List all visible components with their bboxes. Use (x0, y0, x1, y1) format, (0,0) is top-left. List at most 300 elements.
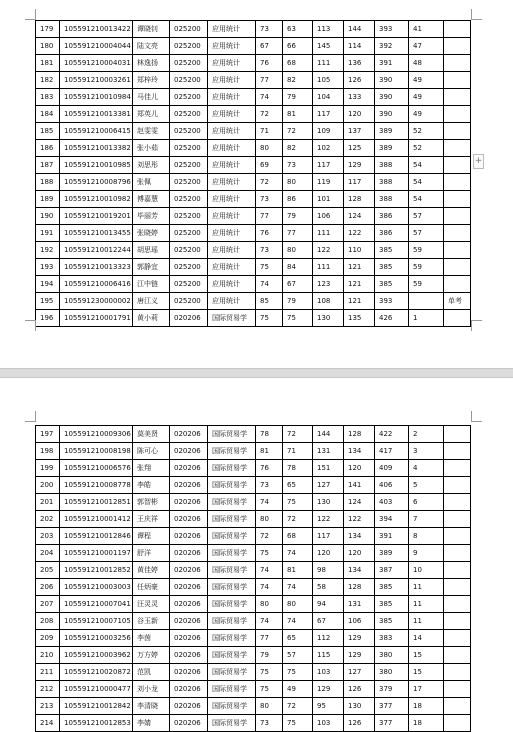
table-cell: 388 (375, 191, 409, 208)
table-cell: 应用统计 (208, 208, 256, 225)
table-cell: 390 (375, 106, 409, 123)
table-cell: 79 (283, 293, 313, 310)
table-cell: 国际贸易学 (208, 426, 256, 443)
table-cell: 应用统计 (208, 72, 256, 89)
table-cell: 105591210003962 (60, 647, 133, 664)
table-row (36, 460, 471, 477)
table-cell: 393 (375, 21, 409, 38)
table-cell: 应用统计 (208, 38, 256, 55)
table-cell: 025200 (170, 157, 208, 174)
table-row (36, 208, 471, 225)
table-cell: 74 (283, 545, 313, 562)
table-cell: 202 (36, 511, 60, 528)
table-cell: 105591210003003 (60, 579, 133, 596)
table-cell: 75 (256, 681, 283, 698)
table-cell: 184 (36, 106, 60, 123)
table-cell: 国际贸易学 (208, 715, 256, 732)
table-cell: 120 (344, 106, 375, 123)
table-cell: 单考 (444, 293, 471, 310)
score-table-page-1 (35, 20, 471, 327)
table-cell: 211 (36, 664, 60, 681)
table-cell: 389 (375, 123, 409, 140)
table-cell: 应用统计 (208, 140, 256, 157)
table-cell (444, 259, 471, 276)
table-cell: 025200 (170, 208, 208, 225)
table-cell: 105591210013422 (60, 21, 133, 38)
table-cell (444, 647, 471, 664)
table-cell: 105591210019201 (60, 208, 133, 225)
table-cell: 105591210004044 (60, 38, 133, 55)
table-cell: 74 (256, 494, 283, 511)
table-cell (444, 613, 471, 630)
table-row (36, 630, 471, 647)
table-cell: 胡思瑶 (133, 242, 170, 259)
table-cell: 131 (313, 443, 344, 460)
table-cell: 020206 (170, 562, 208, 579)
table-row (36, 562, 471, 579)
table-cell: 国际贸易学 (208, 664, 256, 681)
table-cell: 120 (344, 460, 375, 477)
table-cell: 121 (344, 259, 375, 276)
table-cell: 385 (375, 613, 409, 630)
table-cell: 127 (313, 477, 344, 494)
table-cell: 105591210013323 (60, 259, 133, 276)
table-cell: 121 (344, 293, 375, 310)
table-cell: 025200 (170, 21, 208, 38)
table-cell: 025200 (170, 242, 208, 259)
table-cell: 73 (256, 242, 283, 259)
table-cell: 2 (409, 426, 444, 443)
table-cell: 200 (36, 477, 60, 494)
table-cell: 130 (344, 698, 375, 715)
crop-mark-bottom-right (471, 320, 482, 331)
table-cell: 120 (313, 545, 344, 562)
table-cell: 117 (313, 157, 344, 174)
table-cell: 105591210006576 (60, 460, 133, 477)
table-cell: 025200 (170, 38, 208, 55)
table-cell: 186 (36, 140, 60, 157)
table-cell: 74 (283, 613, 313, 630)
table-cell (444, 38, 471, 55)
table-cell: 390 (375, 89, 409, 106)
crop-mark-top-right (471, 411, 482, 422)
table-cell: 82 (283, 72, 313, 89)
table-cell: 135 (344, 310, 375, 327)
table-cell: 81 (256, 443, 283, 460)
table-cell: 409 (375, 460, 409, 477)
table-cell: 80 (256, 511, 283, 528)
table-cell (444, 698, 471, 715)
table-cell: 105591210008778 (60, 477, 133, 494)
table-cell: 128 (344, 579, 375, 596)
table-cell: 105591210012852 (60, 562, 133, 579)
table-cell: 国际贸易学 (208, 511, 256, 528)
table-cell: 任炳豪 (133, 579, 170, 596)
table-cell: 105591210001412 (60, 511, 133, 528)
table-cell: 105591210001791 (60, 310, 133, 327)
table-cell (444, 528, 471, 545)
table-cell: 41 (409, 21, 444, 38)
table-cell: 020206 (170, 494, 208, 511)
table-cell: 80 (256, 140, 283, 157)
table-cell: 020206 (170, 681, 208, 698)
table-cell: 144 (344, 21, 375, 38)
table-cell: 52 (409, 140, 444, 157)
table-cell: 李茵 (133, 630, 170, 647)
table-cell: 127 (344, 664, 375, 681)
table-cell: 58 (313, 579, 344, 596)
table-cell: 18 (409, 698, 444, 715)
table-cell: 76 (256, 460, 283, 477)
table-cell: 194 (36, 276, 60, 293)
table-cell: 112 (313, 630, 344, 647)
table-cell: 125 (344, 140, 375, 157)
table-row (36, 528, 471, 545)
table-cell: 121 (344, 276, 375, 293)
table-cell (444, 157, 471, 174)
table-cell: 72 (283, 698, 313, 715)
table-row (36, 89, 471, 106)
table-cell: 151 (313, 460, 344, 477)
table-cell: 126 (344, 72, 375, 89)
table-cell: 59 (409, 276, 444, 293)
table-cell (444, 174, 471, 191)
table-cell: 134 (344, 528, 375, 545)
table-cell: 3 (409, 443, 444, 460)
table-cell: 80 (256, 698, 283, 715)
table-cell: 126 (344, 715, 375, 732)
table-cell: 020206 (170, 579, 208, 596)
table-cell: 谷玉新 (133, 613, 170, 630)
table-cell: 192 (36, 242, 60, 259)
table-row (36, 613, 471, 630)
table-cell: 应用统计 (208, 276, 256, 293)
table-cell (444, 494, 471, 511)
table-row (36, 242, 471, 259)
table-cell: 203 (36, 528, 60, 545)
table-cell: 105591210012851 (60, 494, 133, 511)
table-cell: 119 (313, 174, 344, 191)
table-cell: 134 (344, 443, 375, 460)
table-cell (444, 55, 471, 72)
table-cell: 141 (344, 477, 375, 494)
table-cell: 393 (375, 293, 409, 310)
table-cell: 国际贸易学 (208, 477, 256, 494)
table-cell (444, 242, 471, 259)
table-cell: 郭静宜 (133, 259, 170, 276)
table-cell: 郭智彬 (133, 494, 170, 511)
table-cell: 49 (283, 681, 313, 698)
table-row (36, 55, 471, 72)
table-cell: 129 (344, 157, 375, 174)
table-row (36, 140, 471, 157)
table-cell: 85 (256, 293, 283, 310)
table-cell: 黄佳婷 (133, 562, 170, 579)
table-cell: 唐江义 (133, 293, 170, 310)
table-cell: 105591210012842 (60, 698, 133, 715)
table-cell: 193 (36, 259, 60, 276)
table-cell: 67 (256, 38, 283, 55)
table-cell: 117 (313, 106, 344, 123)
table-cell: 105591210012853 (60, 715, 133, 732)
table-cell: 68 (283, 528, 313, 545)
table-cell: 万方婷 (133, 647, 170, 664)
table-cell: 025200 (170, 123, 208, 140)
table-cell (444, 562, 471, 579)
table-cell: 105591210007041 (60, 596, 133, 613)
table-cell: 应用统计 (208, 123, 256, 140)
table-cell: 110 (344, 242, 375, 259)
table-cell: 谭晓钊 (133, 21, 170, 38)
table-cell: 国际贸易学 (208, 545, 256, 562)
table-cell: 111 (313, 55, 344, 72)
table-cell: 54 (409, 174, 444, 191)
table-cell: 54 (409, 191, 444, 208)
table-cell: 191 (36, 225, 60, 242)
table-cell: 国际贸易学 (208, 681, 256, 698)
table-cell: 77 (283, 225, 313, 242)
table-cell (444, 460, 471, 477)
table-cell: 391 (375, 55, 409, 72)
table-cell: 101 (313, 191, 344, 208)
table-cell: 81 (283, 106, 313, 123)
table-cell: 020206 (170, 460, 208, 477)
table-cell: 106 (344, 613, 375, 630)
table-cell: 国际贸易学 (208, 562, 256, 579)
table-cell: 106 (313, 208, 344, 225)
table-cell: 81 (283, 562, 313, 579)
table-row (36, 545, 471, 562)
table-cell: 105591210013455 (60, 225, 133, 242)
table-cell: 72 (283, 123, 313, 140)
table-cell: 025200 (170, 106, 208, 123)
table-cell: 020206 (170, 630, 208, 647)
table-row (36, 681, 471, 698)
table-cell: 莫美贤 (133, 426, 170, 443)
table-cell: 67 (283, 276, 313, 293)
table-cell: 111 (313, 225, 344, 242)
table-cell: 74 (256, 89, 283, 106)
table-cell: 71 (283, 443, 313, 460)
table-cell: 025200 (170, 259, 208, 276)
table-cell: 105591210001197 (60, 545, 133, 562)
table-cell: 117 (313, 528, 344, 545)
table-cell: 105591210012244 (60, 242, 133, 259)
table-cell: 113 (313, 21, 344, 38)
table-row (36, 698, 471, 715)
table-cell: 137 (344, 123, 375, 140)
table-cell: 72 (256, 174, 283, 191)
table-cell: 张晓婷 (133, 225, 170, 242)
crop-mark-top-left (25, 9, 36, 20)
table-cell: 130 (313, 310, 344, 327)
table-cell: 206 (36, 579, 60, 596)
table-cell: 105591210013381 (60, 106, 133, 123)
table-cell: 105591210003261 (60, 72, 133, 89)
table-cell: 75 (283, 310, 313, 327)
table-cell: 74 (256, 276, 283, 293)
table-cell: 123 (313, 276, 344, 293)
table-cell: 104 (313, 89, 344, 106)
table-cell: 025200 (170, 293, 208, 310)
table-row (36, 276, 471, 293)
table-row (36, 664, 471, 681)
table-cell: 020206 (170, 545, 208, 562)
table-cell: 14 (409, 630, 444, 647)
table-cell: 130 (313, 494, 344, 511)
table-cell: 范凯 (133, 664, 170, 681)
table-cell: 391 (375, 528, 409, 545)
table-cell: 国际贸易学 (208, 460, 256, 477)
table-cell: 122 (313, 242, 344, 259)
table-cell: 188 (36, 174, 60, 191)
table-row (36, 259, 471, 276)
table-cell: 126 (344, 681, 375, 698)
table-cell: 59 (409, 259, 444, 276)
table-cell (444, 596, 471, 613)
table-cell: 应用统计 (208, 21, 256, 38)
table-row (36, 123, 471, 140)
table-cell: 115 (313, 647, 344, 664)
table-cell: 122 (344, 511, 375, 528)
table-row (36, 647, 471, 664)
table-cell: 80 (283, 596, 313, 613)
table-cell: 105591210010982 (60, 191, 133, 208)
table-cell: 105 (313, 72, 344, 89)
table-cell: 79 (256, 647, 283, 664)
table-cell: 204 (36, 545, 60, 562)
table-cell: 422 (375, 426, 409, 443)
table-cell: 388 (375, 174, 409, 191)
table-cell: 129 (344, 647, 375, 664)
table-cell: 105591210010984 (60, 89, 133, 106)
table-cell: 020206 (170, 310, 208, 327)
table-cell: 1 (409, 310, 444, 327)
table-row (36, 174, 471, 191)
table-cell: 73 (256, 191, 283, 208)
expand-handle-icon[interactable]: + (473, 154, 484, 169)
table-cell: 124 (344, 208, 375, 225)
table-cell: 133 (344, 89, 375, 106)
table-cell: 95 (313, 698, 344, 715)
table-cell: 109 (313, 123, 344, 140)
table-cell: 103 (313, 664, 344, 681)
table-cell: 郑英儿 (133, 106, 170, 123)
table-cell: 67 (313, 613, 344, 630)
table-cell: 129 (344, 630, 375, 647)
table-cell: 84 (283, 259, 313, 276)
table-cell: 72 (283, 426, 313, 443)
table-cell: 80 (256, 596, 283, 613)
table-cell: 82 (283, 140, 313, 157)
table-cell: 385 (375, 579, 409, 596)
table-cell: 103 (313, 715, 344, 732)
table-cell: 129 (313, 681, 344, 698)
table-cell: 025200 (170, 276, 208, 293)
table-row (36, 511, 471, 528)
table-cell (444, 545, 471, 562)
table-cell: 7 (409, 511, 444, 528)
table-cell (444, 715, 471, 732)
table-cell: 385 (375, 242, 409, 259)
table-cell: 025200 (170, 72, 208, 89)
table-cell: 49 (409, 106, 444, 123)
score-table-page-2 (35, 425, 471, 732)
table-cell: 张翔 (133, 460, 170, 477)
table-cell: 应用统计 (208, 89, 256, 106)
table-cell: 020206 (170, 715, 208, 732)
table-cell: 应用统计 (208, 55, 256, 72)
table-row (36, 443, 471, 460)
table-cell: 377 (375, 698, 409, 715)
table-cell: 195 (36, 293, 60, 310)
table-cell (444, 123, 471, 140)
table-cell: 国际贸易学 (208, 698, 256, 715)
table-cell: 020206 (170, 528, 208, 545)
table-cell: 380 (375, 664, 409, 681)
table-cell: 57 (409, 225, 444, 242)
table-cell: 179 (36, 21, 60, 38)
table-cell: 68 (283, 55, 313, 72)
table-cell: 张小茹 (133, 140, 170, 157)
table-cell: 144 (313, 426, 344, 443)
table-cell (409, 293, 444, 310)
table-cell: 105591210008796 (60, 174, 133, 191)
table-cell: 17 (409, 681, 444, 698)
table-cell: 105591210003256 (60, 630, 133, 647)
table-cell: 71 (256, 123, 283, 140)
table-cell: 75 (256, 310, 283, 327)
table-row (36, 477, 471, 494)
table-cell: 385 (375, 596, 409, 613)
table-cell: 9 (409, 545, 444, 562)
table-cell: 78 (283, 460, 313, 477)
table-cell: 128 (344, 426, 375, 443)
table-cell: 025200 (170, 174, 208, 191)
table-row (36, 579, 471, 596)
table-cell (444, 89, 471, 106)
table-cell: 98 (313, 562, 344, 579)
table-cell (444, 310, 471, 327)
table-row (36, 225, 471, 242)
table-cell: 105591210013382 (60, 140, 133, 157)
table-row (36, 21, 471, 38)
table-cell: 122 (313, 511, 344, 528)
table-cell: 417 (375, 443, 409, 460)
table-cell: 李婧 (133, 715, 170, 732)
table-cell (444, 106, 471, 123)
table-cell: 105591210010985 (60, 157, 133, 174)
table-cell: 78 (256, 426, 283, 443)
table-cell: 48 (409, 55, 444, 72)
table-row (36, 293, 471, 310)
table-cell: 180 (36, 38, 60, 55)
table-cell: 11 (409, 579, 444, 596)
table-cell (444, 664, 471, 681)
table-cell: 77 (256, 72, 283, 89)
table-cell: 105591210006415 (60, 123, 133, 140)
table-cell (444, 72, 471, 89)
table-cell: 389 (375, 140, 409, 157)
table-cell: 陈可心 (133, 443, 170, 460)
table-cell: 111 (313, 259, 344, 276)
table-cell: 73 (256, 477, 283, 494)
table-cell: 020206 (170, 426, 208, 443)
table-cell: 林逸扬 (133, 55, 170, 72)
table-cell: 213 (36, 698, 60, 715)
table-cell: 49 (409, 89, 444, 106)
table-cell: 389 (375, 545, 409, 562)
